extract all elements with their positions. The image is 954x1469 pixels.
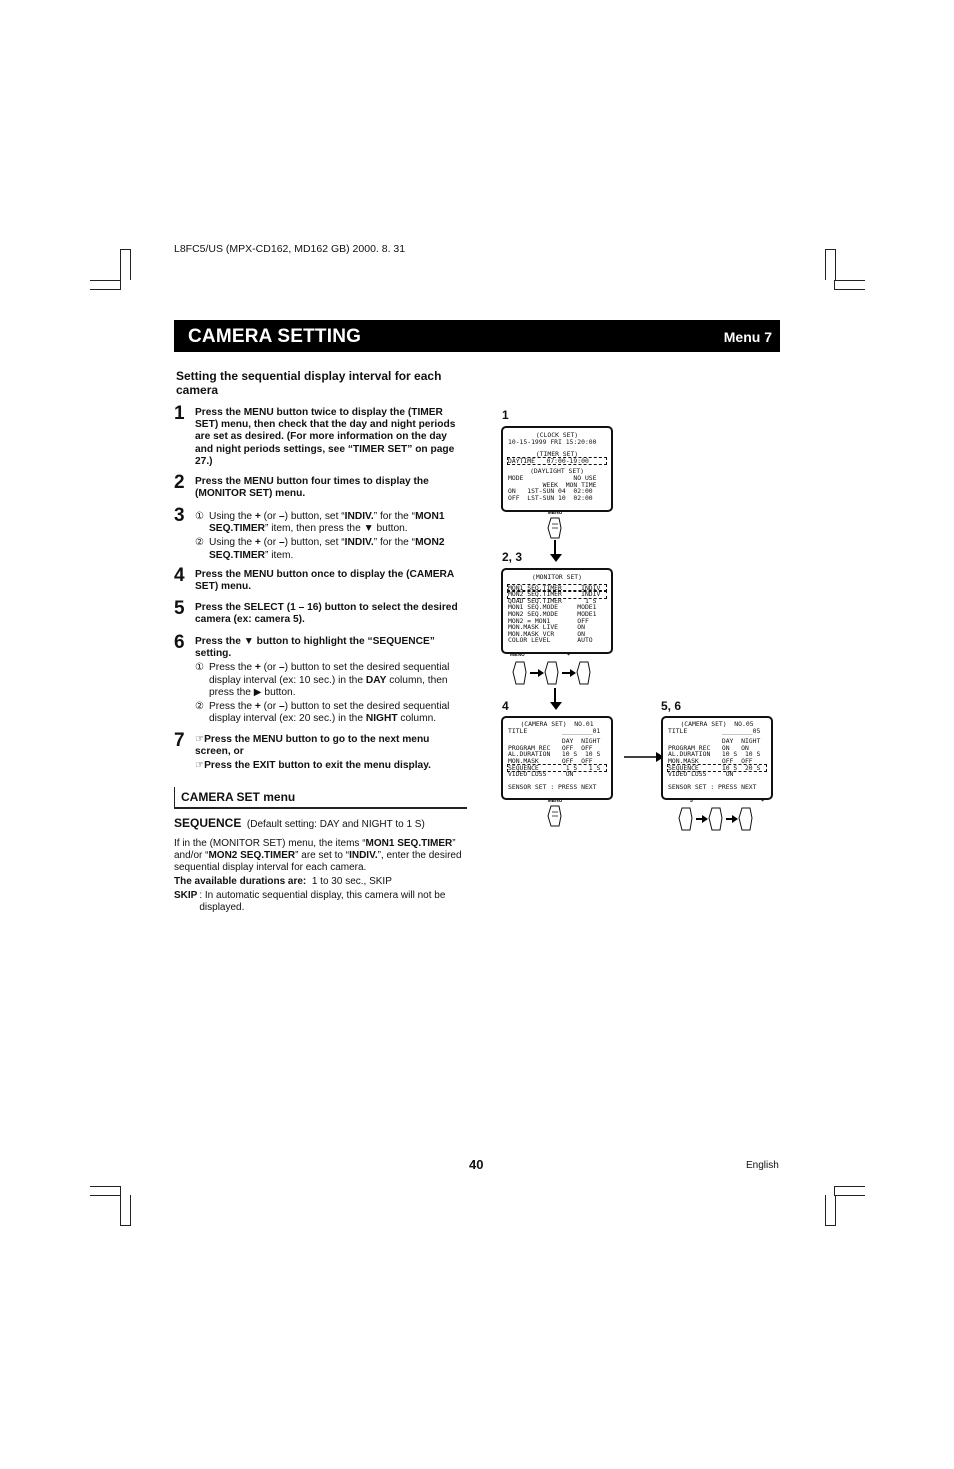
menu-plus-down-sequence: MENU + <box>510 652 610 693</box>
document-id: L8FC5/US (MPX-CD162, MD162 GB) 2000. 8. 31 <box>174 243 406 255</box>
diagram-label-4: 4 <box>502 699 509 713</box>
step-7 <box>174 730 464 773</box>
right-arrow-icon <box>624 751 666 763</box>
hand-pointer-icon: ☞ <box>195 760 205 772</box>
crop-mark-bottom-left-v <box>120 1195 131 1226</box>
step-number: 3 <box>174 505 185 526</box>
step-7-option-exit: ☞Press the EXIT button to exit the menu display. <box>195 760 431 772</box>
menu-button-press: MENU <box>545 798 565 835</box>
sequence-highlight: SEQUENCE 1 S 1 S <box>508 765 606 772</box>
clock-set-screen: (CLOCK SET) 10-15-1999 FRI 15:20:00 (TIMER SET) DAYTIME 07:00-19:00 (DAYLIGHT SET) MODE NO USE WEEK MON TIME ON 1ST-SUN 04 02:00 OFF LST-SUN 10 02:00 <box>501 426 613 512</box>
step-2 <box>174 472 464 500</box>
select-plus-sequence: 5 + <box>676 798 766 839</box>
sequence-description <box>174 817 469 914</box>
step-1 <box>174 403 464 468</box>
diagram-label-1: 1 <box>502 408 509 422</box>
crop-mark-bottom-right <box>834 1186 865 1196</box>
mon2-seq-timer-highlight: MON2 SEQ.TIMER INDIV <box>508 591 606 598</box>
step-text: Press the SELECT (1 – 16) button to select the desired camera (ex: camera 5). <box>195 602 458 626</box>
step-3 <box>174 505 464 562</box>
step-text: Press the MENU button once to display the (CAMERA SET) menu. <box>195 569 454 593</box>
menu-button-press: MENU <box>545 510 565 547</box>
skip-note: SKIP : In automatic sequential display, this camera will not be displayed. <box>174 890 446 913</box>
page-number: 40 <box>469 1157 484 1172</box>
monitor-set-screen: (MONITOR SET) MON1 SEQ.TIMER INDIV MON2 SEQ.TIMER INDIV QUAD SEQ.TIMER 1 S MON1 SEQ.MODE MODE1 MON2 SEQ.MODE MODE1 MON2 = MON1 OFF MON.MASK LIVE ON MON.MASK VCR ON COLOR LEVEL AUTO <box>501 568 613 654</box>
substep-1: ① Using the + (or –) button, set “INDIV.” for the “MON1 SEQ.TIMER” item, then press the ▼ button. <box>195 511 445 535</box>
step-text: Press the MENU button four times to display the (MONITOR SET) menu. <box>195 476 429 500</box>
available-durations: The available durations are: 1 to 30 sec., SKIP <box>174 876 392 887</box>
hand-sequence-icon <box>676 804 766 834</box>
step-text: Press the ▼ button to highlight the “SEQUENCE” setting. <box>195 636 435 660</box>
crop-mark-bottom-left <box>90 1186 121 1196</box>
down-arrow-icon <box>549 688 563 712</box>
section-title: Setting the sequential display interval for each camera <box>176 369 442 397</box>
page-title: CAMERA SETTING <box>188 326 362 347</box>
step-7-option-next: ☞Press the MENU button to go to the next menu screen, or <box>195 734 430 758</box>
diagram-label-2-3: 2, 3 <box>502 550 523 564</box>
crop-mark-top-left-v <box>120 249 131 280</box>
language-label: English <box>746 1160 779 1171</box>
substep-1: ① Press the + (or –) button to set the desired sequential display interval (ex: 10 sec.) in the DAY column, then press the ▶ button. <box>195 662 450 698</box>
camera-set-screen-01: (CAMERA SET) NO.01 TITLE ________01 DAY NIGHT PROGRAM REC OFF OFF AL.DURATION 10 S 10 S MON.MASK OFF OFF SEQUENCE 1 S 1 S VIDEO LOSS ON SENSOR SET : PRESS NEXT <box>501 716 613 800</box>
step-number: 5 <box>174 598 185 619</box>
step-text: Press the MENU button twice to display the (TIMER SET) menu, then check that the day and night periods are set as desired. (For more information on the day and night periods settings, see “TIMER SET” on page 27.) <box>195 407 456 467</box>
step-number: 6 <box>174 632 185 653</box>
camera-set-screen-05: (CAMERA SET) NO.05 TITLE ________05 DAY NIGHT PROGRAM REC ON ON AL.DURATION 10 S 10 S MON.MASK OFF OFF SEQUENCE 10 S 20 S VIDEO LOSS ON SENSOR SET : PRESS NEXT <box>661 716 773 800</box>
diagram-label-5-6: 5, 6 <box>661 699 682 713</box>
camera-set-menu-heading: CAMERA SET menu <box>174 787 467 809</box>
step-number: 4 <box>174 565 185 586</box>
hand-sequence-icon <box>510 658 610 688</box>
step-6 <box>174 632 464 725</box>
sequence-highlight: SEQUENCE 10 S 20 S <box>668 765 766 772</box>
step-number: 2 <box>174 472 185 493</box>
crop-mark-top-right <box>834 280 865 290</box>
step-number: 1 <box>174 403 185 424</box>
crop-mark-top-left <box>90 280 121 290</box>
sequence-default: (Default setting: DAY and NIGHT to 1 S) <box>246 819 425 830</box>
substep-2: ② Press the + (or –) button to set the desired sequential display interval (ex: 20 sec.) in the NIGHT column. <box>195 701 450 725</box>
menu-number: Menu 7 <box>723 329 772 345</box>
timer-set-highlight: DAYTIME 07:00-19:00 <box>508 458 606 465</box>
down-arrow-icon <box>549 540 563 564</box>
crop-mark-top-right-v <box>825 249 836 280</box>
step-4 <box>174 565 464 593</box>
sequence-title: SEQUENCE <box>174 816 242 830</box>
hand-press-icon <box>545 804 565 830</box>
hand-pointer-icon: ☞ <box>195 734 205 745</box>
step-number: 7 <box>174 730 185 751</box>
mon1-seq-timer-highlight: MON1 SEQ.TIMER INDIV <box>508 585 606 592</box>
hand-press-icon <box>545 516 565 542</box>
step-5 <box>174 598 464 626</box>
crop-mark-bottom-right-v <box>825 1195 836 1226</box>
title-bar <box>174 320 780 352</box>
sequence-paragraph: If in the (MONITOR SET) menu, the items “MON1 SEQ.TIMER” and/or “MON2 SEQ.TIMER” are set to “INDIV.”, enter the desired sequential display interval for each camera. <box>174 838 462 873</box>
substep-2: ② Using the + (or –) button, set “INDIV.” for the “MON2 SEQ.TIMER” item. <box>195 537 445 561</box>
